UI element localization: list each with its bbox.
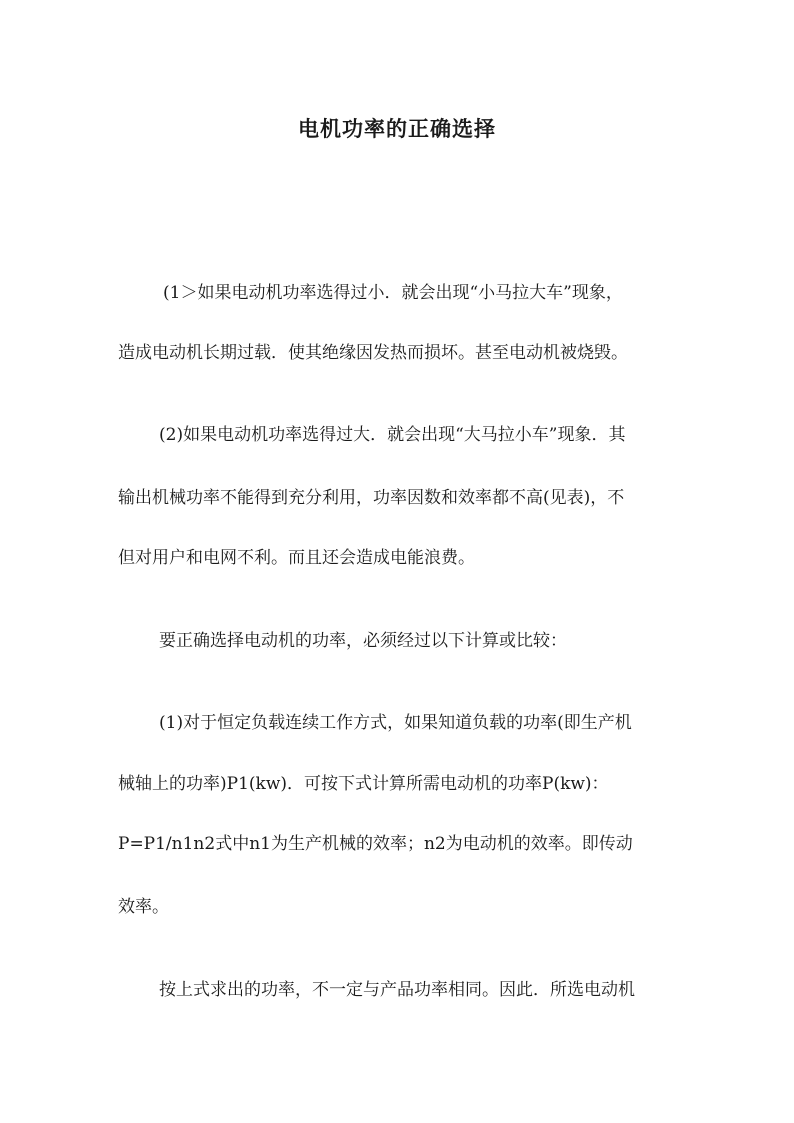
paragraph-line-10: 效率。 bbox=[118, 897, 169, 917]
paragraph-line-8: 械轴上的功率)P1(kw)．可按下式计算所需电动机的功率P(kw)： bbox=[118, 774, 609, 794]
paragraph-line-11: 按上式求出的功率，不一定与产品功率相同。因此．所选电动机 bbox=[159, 980, 635, 1000]
paragraph-line-7: (1)对于恒定负载连续工作方式，如果知道负载的功率(即生产机 bbox=[159, 713, 632, 733]
paragraph-line-6: 要正确选择电动机的功率，必须经过以下计算或比较： bbox=[159, 631, 567, 651]
paragraph-line-5: 但对用户和电网不利。而且还会造成电能浪费。 bbox=[118, 548, 475, 568]
paragraph-line-3: (2)如果电动机功率选得过大．就会出现“大马拉小车”现象．其 bbox=[159, 425, 626, 445]
paragraph-line-1: (1＞如果电动机功率选得过小．就会出现“小马拉大车”现象， bbox=[163, 283, 623, 303]
paragraph-line-9: P=P1/n1n2式中n1为生产机械的效率；n2为电动机的效率。即传动 bbox=[118, 834, 633, 854]
paragraph-line-4: 输出机械功率不能得到充分利用，功率因数和效率都不高(见表)，不 bbox=[118, 488, 625, 508]
paragraph-line-2: 造成电动机长期过载．使其绝缘因发热而损坏。甚至电动机被烧毁。 bbox=[118, 343, 628, 363]
document-title: 电机功率的正确选择 bbox=[298, 117, 496, 141]
